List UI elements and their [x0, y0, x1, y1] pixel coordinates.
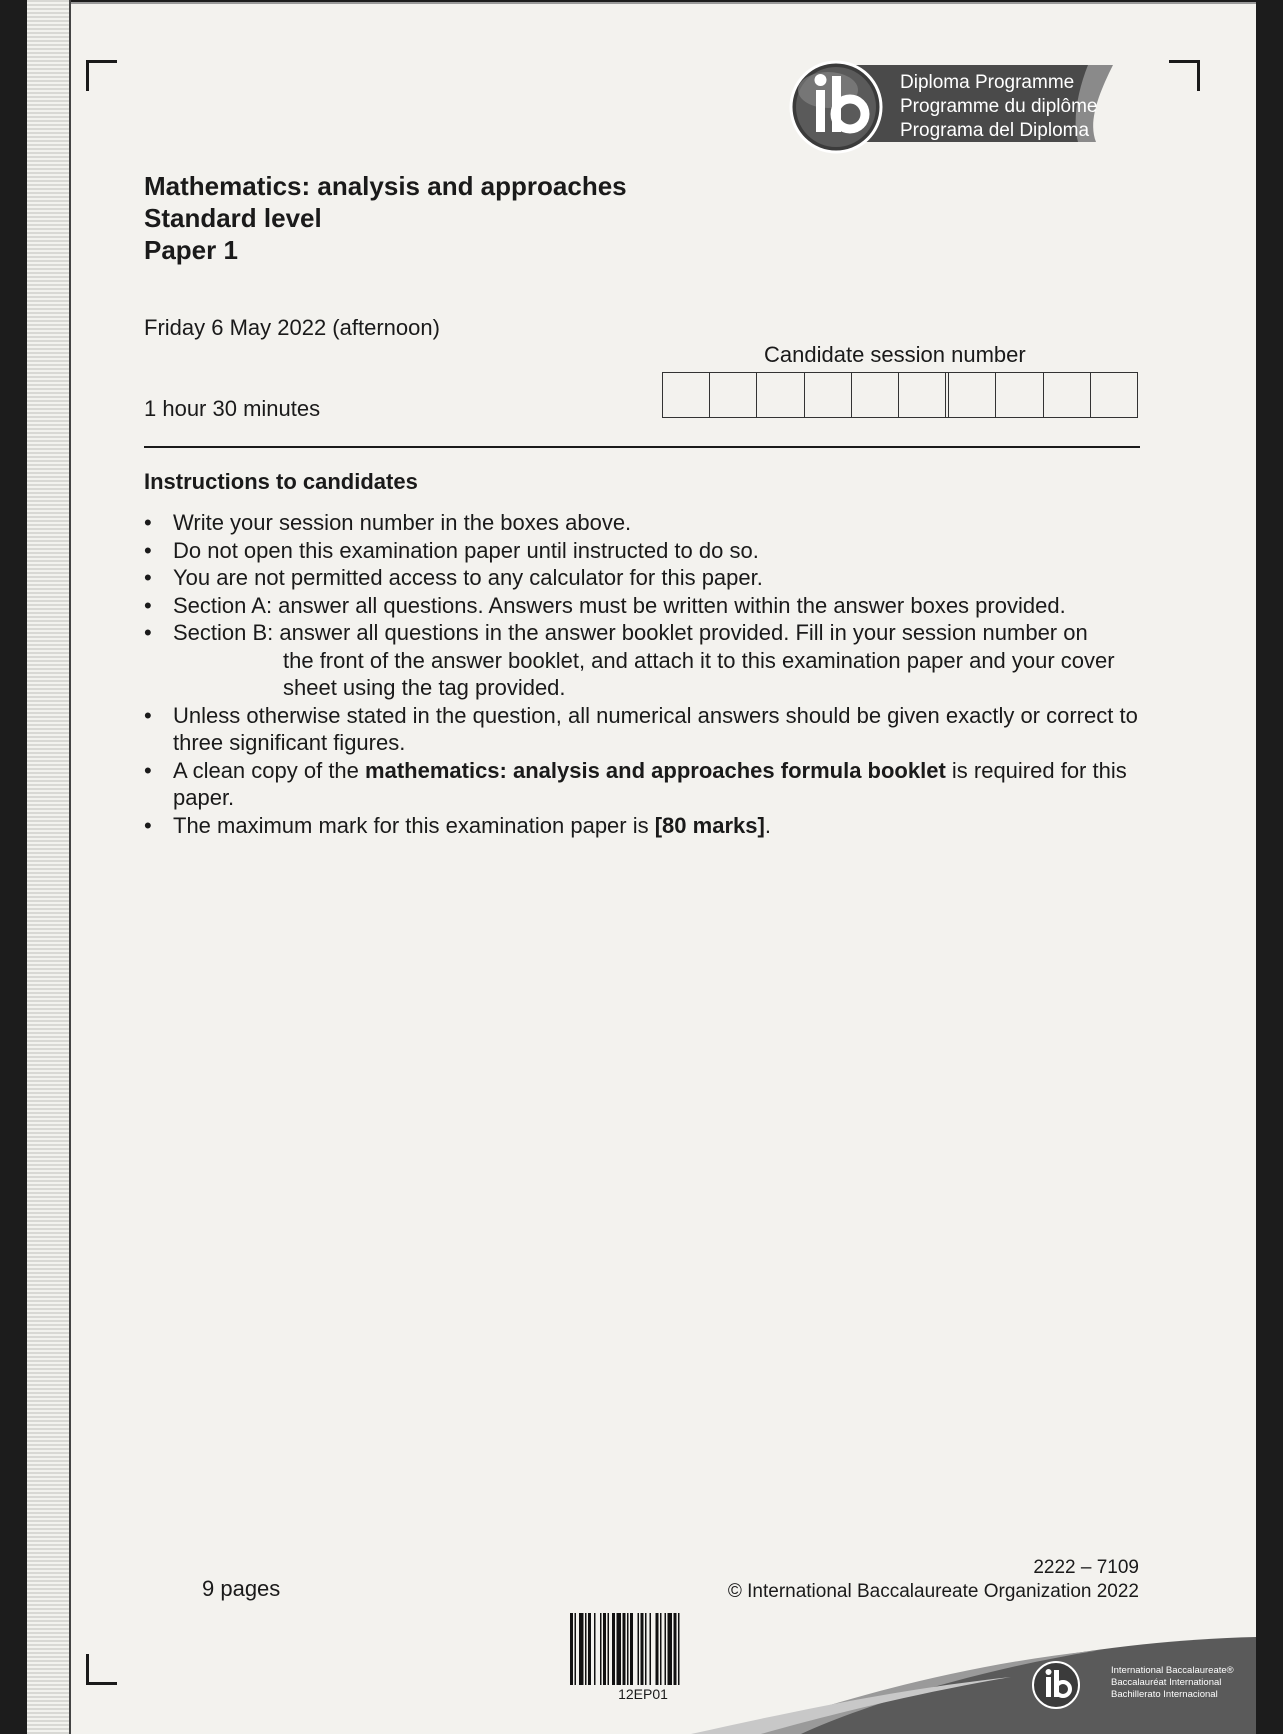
session-digit-box[interactable] [899, 373, 949, 417]
paper-code: 2222 – 7109 [1033, 1557, 1139, 1578]
barcode-bar [600, 1613, 602, 1685]
barcode-bar [612, 1613, 615, 1685]
session-number-boxes [662, 372, 1138, 418]
session-digit-box[interactable] [710, 373, 757, 417]
programme-name-en: Diploma Programme [900, 72, 1075, 93]
barcode-label: 12EP01 [618, 1686, 668, 1702]
barcode-bar [579, 1613, 584, 1685]
barcode-bar [627, 1613, 629, 1685]
instruction-text: Section B: answer all questions in the answer booklet provided. Fill in your session number on [173, 620, 1088, 645]
session-number-label: Candidate session number [764, 342, 1026, 367]
barcode-bar [588, 1613, 591, 1685]
barcode-bar [660, 1613, 662, 1685]
barcode-bar [678, 1613, 680, 1685]
formula-booklet-emphasis: mathematics: analysis and approaches formula booklet [365, 757, 946, 783]
paper-title: Paper 1 [144, 235, 238, 265]
instruction-item: • Section A: answer all questions. Answers must be written within the answer boxes provided. [144, 592, 1144, 620]
session-digit-box[interactable] [663, 373, 710, 417]
barcode-bar [641, 1613, 644, 1685]
session-digit-box[interactable] [996, 373, 1043, 417]
barcode-bar [575, 1613, 577, 1685]
session-digit-box[interactable] [949, 373, 996, 417]
instruction-text: A clean copy of the [173, 757, 366, 783]
instruction-item [144, 757, 1144, 812]
instruction-item: • You are not permitted access to any calculator for this paper. [144, 564, 1144, 592]
org-name-es: Bachillerato Internacional [1111, 1689, 1218, 1700]
barcode-bar [623, 1613, 626, 1685]
barcode-bar [638, 1613, 640, 1685]
instruction-text: . [764, 812, 771, 838]
exam-duration: 1 hour 30 minutes [144, 396, 321, 421]
level-title: Standard level [144, 203, 322, 233]
instruction-item: • Do not open this examination paper until instructed to do so. [144, 537, 1144, 565]
barcode-bar [585, 1613, 587, 1685]
max-marks-emphasis: [80 marks] [654, 812, 765, 838]
barcode-bar [645, 1613, 647, 1685]
instruction-text: is required for this paper. [173, 757, 1127, 810]
programme-name-block [900, 71, 1097, 143]
instruction-item [144, 619, 1144, 702]
page-top-edge [71, 2, 1256, 4]
session-digit-box[interactable] [1044, 373, 1091, 417]
barcode-bar [650, 1613, 652, 1685]
instruction-text: The maximum mark for this examination paper is [173, 812, 655, 838]
barcode [568, 1613, 718, 1691]
barcode-bar [665, 1613, 667, 1685]
crop-mark-bottom-left [86, 1654, 117, 1685]
org-name-en: International Baccalaureate® [1111, 1665, 1234, 1676]
copyright-notice: © International Baccalaureate Organization 2022 [727, 1581, 1139, 1602]
programme-name-es: Programa del Diploma [900, 120, 1090, 141]
programme-name-fr: Programme du diplôme [900, 96, 1098, 117]
exam-date: Friday 6 May 2022 (afternoon) [144, 315, 440, 340]
instructions-list [144, 509, 1144, 839]
barcode-bar [668, 1613, 673, 1685]
barcode-bar [608, 1613, 610, 1685]
exam-cover-page [71, 2, 1256, 1734]
instruction-item: • Unless otherwise stated in the question, all numerical answers should be given exactly or correct to three significant figures. [144, 702, 1144, 757]
organization-name-block [1111, 1665, 1234, 1701]
barcode-bar [630, 1613, 633, 1685]
section-divider [144, 446, 1140, 448]
barcode-bar [674, 1613, 677, 1685]
subject-title: Mathematics: analysis and approaches [144, 171, 627, 201]
exam-title-block [144, 170, 627, 266]
instruction-continuation: the front of the answer booklet, and attach it to this examination paper and your cover sheet using the tag provided. [283, 647, 1115, 700]
scanner-binding-strip [27, 0, 71, 1734]
session-digit-box[interactable] [805, 373, 852, 417]
crop-mark-top-left [86, 60, 117, 91]
session-digit-box[interactable] [1091, 373, 1137, 417]
barcode-bar [594, 1613, 596, 1685]
barcode-bar [570, 1613, 573, 1685]
instructions-heading: Instructions to candidates [144, 469, 418, 494]
instruction-item: • Write your session number in the boxes above. [144, 509, 1144, 537]
page-count: 9 pages [202, 1576, 281, 1601]
org-name-fr: Baccalauréat International [1111, 1677, 1222, 1688]
barcode-bar [617, 1613, 622, 1685]
session-digit-box[interactable] [757, 373, 804, 417]
barcode-bar [656, 1613, 659, 1685]
instruction-item [144, 812, 1144, 840]
session-digit-box[interactable] [852, 373, 899, 417]
barcode-bar [603, 1613, 606, 1685]
